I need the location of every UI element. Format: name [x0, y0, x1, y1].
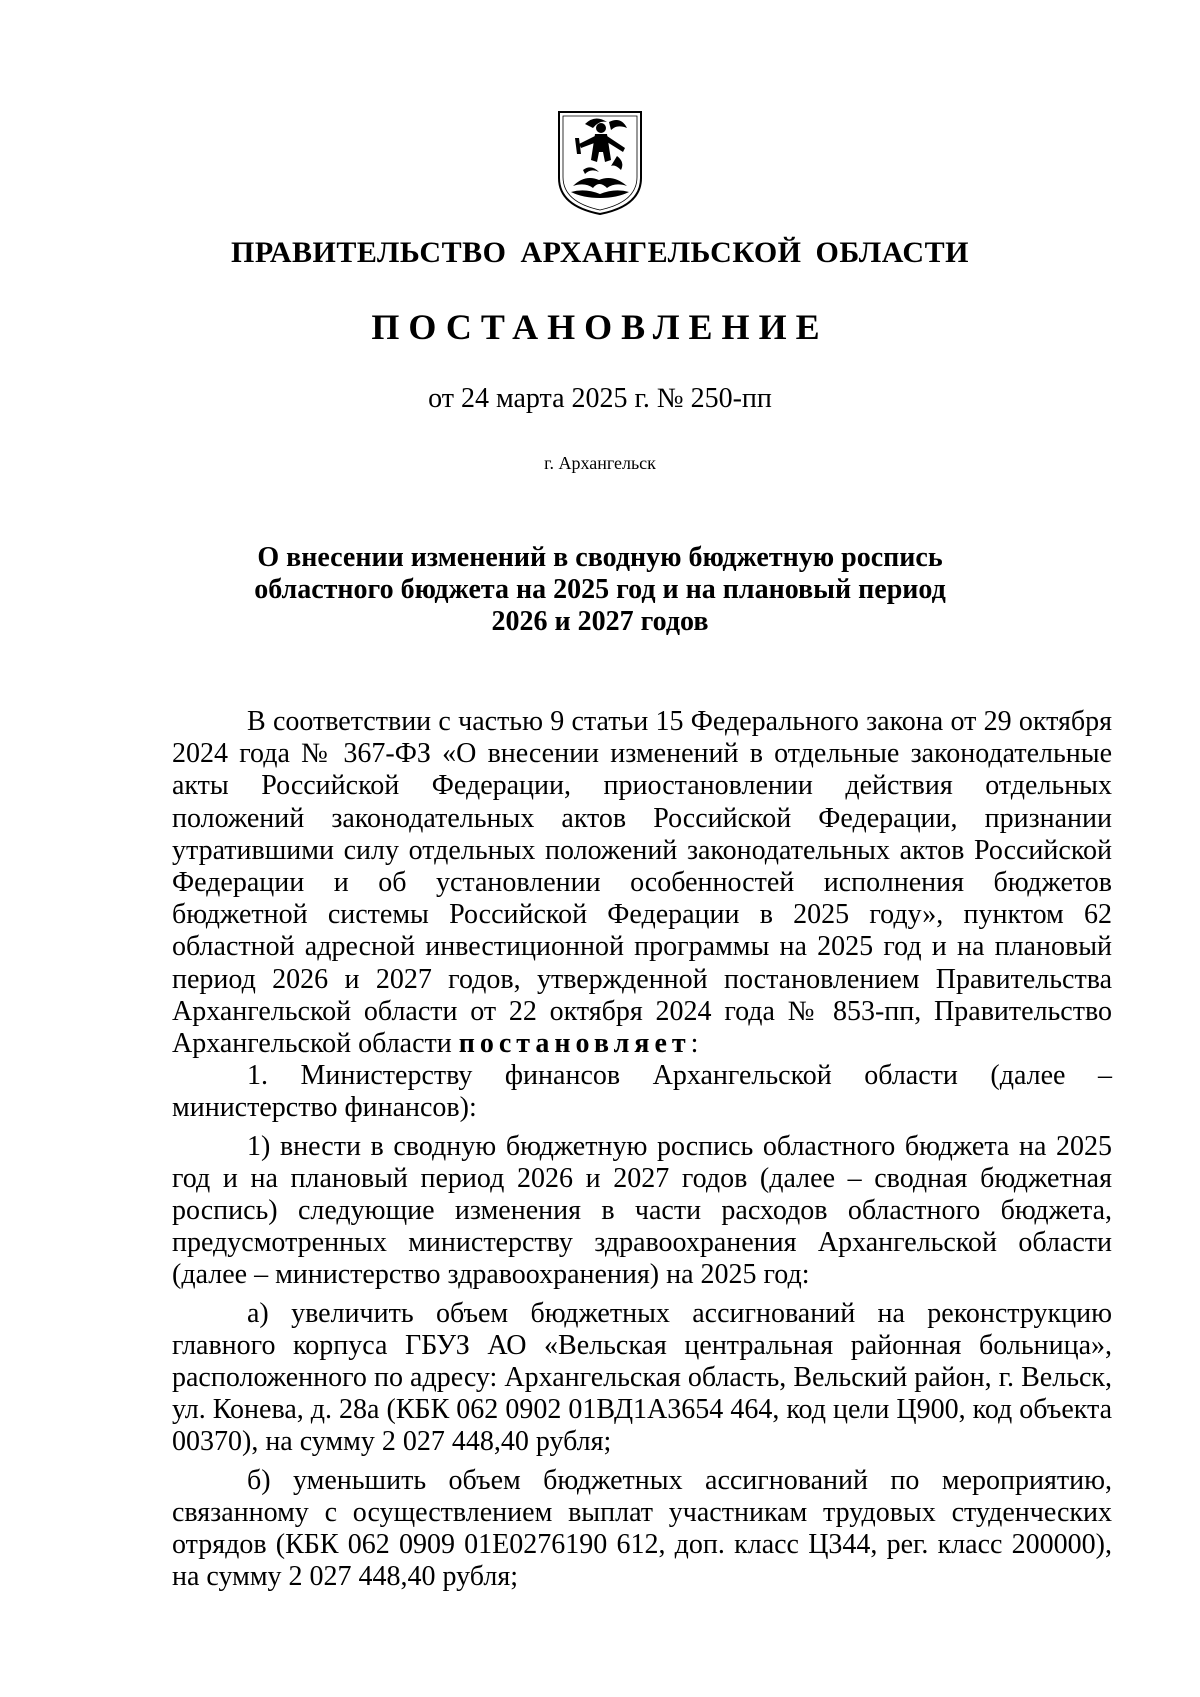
subject-line: областного бюджета на 2025 год и на плановый период: [254, 574, 946, 605]
government-title: ПРАВИТЕЛЬСТВО АРХАНГЕЛЬСКОЙ ОБЛАСТИ: [231, 236, 969, 269]
resolves-word: постановляет: [458, 1028, 691, 1060]
subject-line: 2026 и 2027 годов: [491, 606, 709, 637]
resolves-colon: :: [690, 1028, 699, 1060]
item-b-paragraph: б) уменьшить объем бюджетных ассигнований по мероприятию, связанному с осуществлением выплат участникам трудовых студенческих отрядов (КБК 062 0909 01Е0276190 612, доп. класс Ц344, рег. класс 200000), на сумму 2 027 448,40 рубля;: [172, 1464, 1112, 1593]
preamble-text: В соответствии с частью 9 статьи 15 Федерального закона от 29 октября 2024 года № 367-ФЗ «О внесении изменений в отдельные законодательные акты Российской Федерации, приостановлении действия отдельных положений законодательных актов Российской Федерации, признании утратившими силу отдельных положений законодательных актов Российской Федерации и об установлении особенностей исполнения бюджетов бюджетной системы Российской Федерации в 2025 году», пунктом 62 областной адресной инвестиционной программы на 2025 год и на плановый период 2026 и 2027 годов, утвержденной постановлением Правительства Архангельской области от 22 октября 2024 года № 853-пп, Правительство Архангельской области: [172, 706, 1112, 1060]
document-subject: [0, 542, 1200, 638]
preamble-paragraph: [172, 706, 1112, 1060]
subject-line: О внесении изменений в сводную бюджетную роспись: [257, 542, 943, 573]
item-a-paragraph: а) увеличить объем бюджетных ассигнований на реконструкцию главного корпуса ГБУЗ АО «Вельская центральная районная больница», расположенного по адресу: Архангельская область, Вельский район, г. Вельск, ул. Конева, д. 28а (КБК 062 0902 01ВД1А3654 464, код цели Ц900, код объекта 00370), на сумму 2 027 448,40 рубля;: [172, 1297, 1112, 1458]
coat-of-arms-icon: [555, 108, 645, 218]
document-date-number: от 24 марта 2025 г. № 250-пп: [428, 383, 772, 414]
item-1-1-paragraph: 1) внести в сводную бюджетную роспись областного бюджета на 2025 год и на плановый период 2026 и 2027 годов (далее – сводная бюджетная роспись) следующие изменения в части расходов областного бюджета, предусмотренных министерству здравоохранения Архангельской области (далее – министерство здравоохранения) на 2025 год:: [172, 1130, 1112, 1291]
item-1-paragraph: 1. Министерству финансов Архангельской области (далее – министерство финансов):: [172, 1060, 1112, 1124]
document-body: [172, 706, 1112, 1593]
document-city: г. Архангельск: [544, 453, 656, 473]
document-type: ПОСТАНОВЛЕНИЕ: [371, 307, 829, 347]
